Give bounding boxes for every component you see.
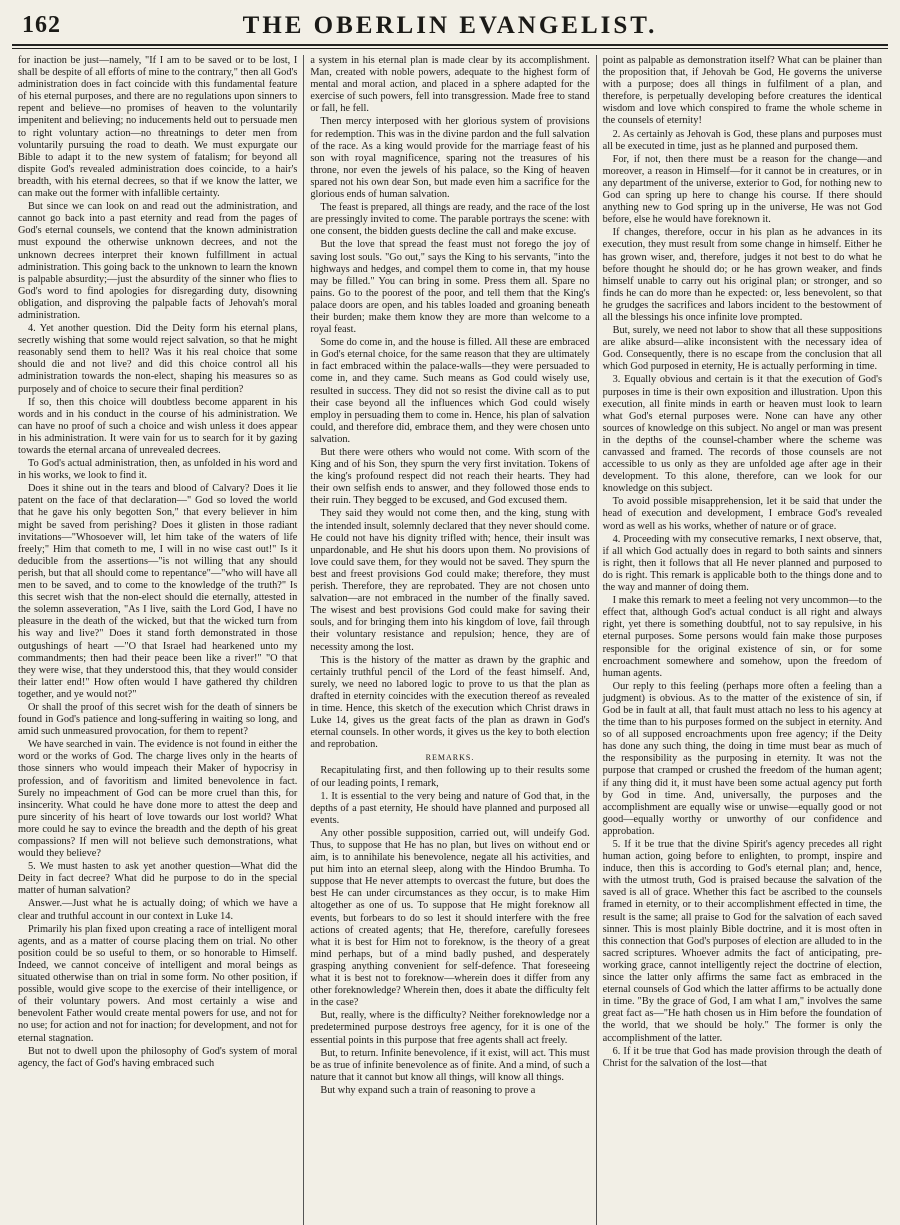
paragraph: for inaction be just—namely, "If I am to be saved or to be lost, I shall be despite of all efforts of mine to the contrary," then all God's administration does in fact coincide with this fundamental feature of his eternal purposes, and there are no regulations upon sinners to repent and believe—no promises of heaven to the voluntarily impenitent and believing; no inducements held out to persuade men to right voluntary action—no threatnings to deter men from voluntarily pursuing the road to death. We must expurgate our Bible to adapt it to the new system of fatalism; for beyond all dispite God's revealed administration does coincide, to a hair's breadth, with his eternal decrees, so that if we know the latter, we can make out the former with infallible certainty. [18,55,298,200]
paragraph: But, to return. Infinite benevolence, if it exist, will act. This must be as true of infinite benevolence as of finite. And a mind, of such a nature that it cannot but know all things, will know all things. [310,1047,590,1083]
paragraph: If so, then this choice will doubtless become apparent in his words and in his conduct in the course of his administration. We can have no proof of such a choice and wish unless it does appear in his administration. It were vain for us to search for it by gazing towards the eternal arcana of unrevealed decrees. [18,396,298,456]
paragraph: 4. Proceeding with my consecutive remarks, I next observe, that, if all which God actually does in regard to both saints and sinners is right, then it follows that all He never planned and purposed to do is right. This remark is applicable both to the things done and to the way and manner of doing them. [602,533,882,594]
paragraph: But not to dwell upon the philosophy of God's system of moral agency, the fact of God's having embraced such [18,1045,298,1069]
paragraph: 5. If it be true that the divine Spirit's agency precedes all right human action, going before to enlighten, to prompt, inspire and induce, then this is according to God's eternal plan; and, hence, with the utmost truth, God is praised because the salvation of the saved is all of grace. Whether this fact be ascribed to the counsels framed in eternity, or to their accomplishment effected in time, the result is the same; all praise to God for the salvation of each saved sinner. This is most plainly Bible doctrine, and it is most often in this connection that God's purposes of election are alluded to in the sacred scriptures. Whoever admits the fact of anticipating, pre-working grace, cannot intelligently reject the doctrine of election, since the latter only affirms the same fact as embraced in the eternal counsels of God which the latter affirms to be actually done in time. "By the grace of God, I am what I am," involves the same great fact as—"He hath chosen us in Him before the foundation of the world, that we should be holy." The former is only the accomplishment of the latter. [602,839,882,1044]
paragraph: Primarily his plan fixed upon creating a race of intelligent moral agents, and as a matter of course placing them on trial. No other position could be so useful to them, or so honorable to Himself. Indeed, we cannot conceive of intelligent and moral beings as situated otherwise than on trial in some form. No other position, if possible, would give scope to the exercise of their intelligence, or of their voluntary powers. And most certainly a wise and benevolent Father would create mental powers for use, and not for no use; for action and not for inaction; for development, and not for eternal stagnation. [18,923,298,1044]
paragraph: Then mercy interposed with her glorious system of provisions for redemption. This was in the divine pardon and the full salvation of the race. As a king would provide for the marriage feast of his son with royal magnificence, sparing not the treasures of his throne, nor even the jewels of his palace, so the King of heaven spared not his own dear Son, but made even him a sacrifice for the glorious ends of human salvation. [310,116,590,201]
paragraph: They said they would not come then, and the king, stung with the intended insult, solemnly declared that they never should come. He could not have his dignity trifled with; hence, their insult was unpardonable, and He shut his doors upon them. No provisions of love could save them, for they would not be saved. They spurn the best and freest provisions God could make; therefore, they must perish. Therefore, they are reprobated. They are not chosen unto salvation—are not embraced in the number of the finally saved. The wisest and best provisions God could make for saving their souls, and for bringing them into his kingdom of love, fail through their voluntary resistance and repulsion; hence, they are of necessity among the lost. [310,508,590,653]
paragraph: a system in his eternal plan is made clear by its accomplishment. Man, created with noble powers, adequate to the highest form of mental and moral action, and placed in a sphere adapted for the exercise of such powers, fell into transgression. Made free to stand or fall, he fell. [310,55,590,115]
paragraph: Or shall the proof of this secret wish for the death of sinners be found in God's patience and long-suffering in waiting so long, and amid such unmeasured provocation, for them to repent? [18,701,298,738]
paragraph: But since we can look on and read out the administration, and cannot go back into a past eternity and read from the pages of God's eternal counsels, we contend that the known administration must expound the otherwise unknown decrees, and not the unknown decrees interpret their known fulfillment in actual administration. This going back to the unknown to learn the known is palpable absurdity;—just the absurdity of the sinner who flies to God's word to find apologies for disregarding duty, disowning obligation, and disproving the palpable facts of Jehovah's moral administration. [18,201,298,321]
paragraph: For, if not, then there must be a reason for the change—and moreover, a reason in Himself—for it cannot be in creatures, or in any department of the universe, exterior to God, for nothing new to God can spring up here to change his course. If there should anything new to God spring up in the universe, He was not God before, else he would have foreknown it. [602,153,882,226]
paragraph: To avoid possible misapprehension, let it be said that under the head of execution and development, I embrace God's revealed word as well as his works, whether of nature or of grace. [602,496,882,532]
paragraph: We have searched in vain. The evidence is not found in either the word or the works of God. The charge lives only in the hearts of those sinners who would impeach their Maker of hypocrisy in profession, and of favoritism and limited benevolence in fact. Surely no impeachment of God can be more cruel than this, for insincerity. What could he have done more to attest the deep and pure sincerity of his heart of love towards our lost world? What more could he say to evince the breadth and the depth of his great compassions? If men will not believe such demonstrations, what would they believe? [18,739,298,860]
paragraph: Our reply to this feeling (perhaps more often a feeling than a judgment) is obvious. As to the matter of the existence of sin, if God be in fault at all, that fault must attach no less to his agency at the time than to his purposes formed on the subject in eternity. And so of all supposed encroachments upon free agency; if the Deity has done any such thing, the doing in time must bear as much of the responsibility as the purposing in eternity. It was not the purpose that cramped or crushed the freedom of the human agent; if any thing did it, it must have been some actual agency put forth by God in time. And, universally, the purposes and the accomplishment are equally wise or unwise—equally good or not good—equally worthy or unworthy of our confidence and approbation. [602,680,882,837]
paragraph: The feast is prepared, all things are ready, and the race of the lost are pressingly invited to come. The parable portrays the scene: with one consent, the bidden guests decline the call and make excuse. [310,202,590,238]
paragraph: But, really, where is the difficulty? Neither foreknowledge nor a predetermined purpose destroys free agency, for it is one of the essential points in this purpose that free agents shall act freely. [310,1010,590,1046]
paragraph: 5. We must hasten to ask yet another question—What did the Deity in fact decree? What did he purpose to do in the special matter of human salvation? [18,861,298,897]
paragraph: To God's actual administration, then, as unfolded in his word and in his works, we look to find it. [18,458,298,482]
paragraph: 2. As certainly as Jehovah is God, these plans and purposes must all be executed in time, just as he planned and purposed them. [602,128,882,152]
column-1 [12,55,303,1225]
paragraph: 4. Yet another question. Did the Deity form his eternal plans, secretly wishing that some would reject salvation, so that he might reasonably send them to hell? Was it his real choice that some should die and not live? and did this choice control all his administration towards the non-elect, shaping his measures so as purposely and of choice to secure their final perdition? [18,323,298,395]
paragraph: Recapitulating first, and then following up to their results some of our leading points, I remark, [310,765,590,789]
paragraph: Any other possible supposition, carried out, will undeify God. Thus, to suppose that He has no plan, but lives on without end or aim, is to annihilate his benevolence, negate all his activities, and put him into an eternal sleep, along with the Hindoo Brumha. To suppose that He never attempts to overcast the future, but does the best He can under circumstances as they occur, is to make Him altogether as one of us. To suppose that He might foreknow all events, but forbears to do so lest it should interfere with the free actions of created agents; that He, therefore, carefully foresees what it is best for Him not to foreknow, is the theory of a great mind perhaps, but of a mind badly pushed, and desperately grasping anything convenient for self-defence. That foreseeing what it is best not to foreknow—wherein does it differ from any other foreknowledge? Wherein then, does it abate the difficulty felt in the case? [310,827,590,1009]
paragraph: 1. It is essential to the very being and nature of God that, in the depths of a past eternity, He should have planned and purposed all events. [310,790,590,826]
page-number: 162 [22,12,61,38]
paragraph: point as palpable as demonstration itself? What can be plainer than the proposition that, if Jehovah be God, He governs the universe with a purpose; does all things in fulfilment of a plan, and therefore, is perpetually developing before creatures the identical wisdom and love which conspired to frame the whole scheme in the counsels of eternity! [602,55,882,127]
paragraph: 6. If it be true that God has made provision through the death of Christ for the salvation of the lost—that [602,1045,882,1069]
article-columns [12,55,888,1225]
masthead [12,10,888,46]
column-3 [596,55,888,1225]
publication-title: THE OBERLIN EVANGELIST. [242,12,658,39]
paragraph: Answer.—Just what he is actually doing; of which we have a clear and truthful account in our context in Luke 14. [18,898,298,922]
paragraph: I make this remark to meet a feeling not very uncommon—to the effect that, although God's actual conduct is all right and always right, yet there is something doubtful, not to say repulsive, in his eternal purposes. Some persons would fain make those purposes responsible for the original existence of sin, or for some encroachment somewhere and somehow, upon the freedom of human agents. [602,595,882,679]
paragraph: 3. Equally obvious and certain is it that the execution of God's purposes in time is their own exposition and illustration. Upon this execution, all finite minds in earth or heaven must look to learn what God's eternal purposes were. None can have any other sources of knowledge on this subject. No angel or man was present in the depths of the counsel-chamber where the scheme was canvassed and framed. The records of those counsels are not accessible to us only as they are unfolded age after age in their development. To this alone, therefore, can we look for our knowledge on this subject. [602,374,882,495]
column-2 [303,55,595,1225]
paragraph: But, surely, we need not labor to show that all these suppositions are alike absurd—alike inconsistent with the necessary idea of God. Consequently, there is no escape from the conclusion that all which God purposed in eternity, He is actually performing in time. [602,325,882,373]
section-heading-remarks: REMARKS. [425,753,475,763]
paragraph: But the love that spread the feast must not forego the joy of saving lost souls. "Go out," says the King to his servants, "into the highways and hedges, and compel them to come in, that my house may be filled." You can bring in some. Press them all. Spare no pains. Go to the poorest of the poor, and tell them that the King's palace doors are open, and his tables loaded and groaning beneath their burden; make them know they are more than welcome to a royal feast. [310,239,590,336]
paragraph: But there were others who would not come. With scorn of the King and of his Son, they spurn the very first invitation. Tokens of the king's profound respect did not reach their hearts. They had their own selfish ends to answer, and they followed those ends to their ruin. They begged to be excused, and God excused them. [310,447,590,507]
paragraph: But why expand such a train of reasoning to prove a [320,1084,536,1096]
header-rule [12,48,888,49]
paragraph: Some do come in, and the house is filled. All these are embraced in God's eternal choice, for the same reason that they are ultimately in fact embraced within the palace-walls—they were persuaded to come in, and they came. Such means as God could wisely use, resulted in success. They did not so resist the divine call as to put their case beyond all the influences which God could wisely employ in persuading them to come in. Hence, his plan of salvation could, and therefore did, embrace them, and they were chosen unto salvation. [310,337,590,445]
paragraph: Does it shine out in the tears and blood of Calvary? Does it lie patent on the face of that declaration—" God so loved the world that he gave his only begotten Son," that every believer in him might be saved from perishing? Does it glisten in those radiant invitations—"Whosoever will, let him take of the waters of life freely;" Him that cometh to me, I will in no wise cast out!" Is it deducible from the assertions—"is not willing that any should perish, but that all should come to repentance"—"who will have all men to be saved, and to come to the knowledge of the truth?" Is this secret wish that the non-elect should die eternally, attested in the solemn asseveration, "As I live, saith the Lord God, I have no pleasure in the death of the wicked, but that the wicked turn from his way and live?" Does it stand forth demonstrated in those outgushings of heart —"O that Israel had hearkened unto my commandments; then had their peace been like a river!" "O that they were wise, that they understood this, that they would consider their latter end!" How often would I have gathered thy children together, and ye would not?" [18,483,298,700]
paragraph: If changes, therefore, occur in his plan as he advances in its execution, they must result from some change in himself. Either he has grown wiser, and, therefore, judges it not best to do what he before thought he should do; or he has grown weaker, and finds himself unable to carry out his original plan; or stronger, and so finds he can do more than he expected: or, less benevolent, so that he grudges the sacrifices and labors incident to the bestowment of all the blessings his once infinite love prompted. [602,227,882,323]
paragraph: This is the history of the matter as drawn by the graphic and certainly truthful pencil of the Lord of the feast himself. And, surely, we need no labored logic to prove to us that the plan as drafted in eternity coincides with the execution thereof as revealed in time. Hence, this sketch of the execution which Christ draws in Luke 14, gives us the great facts of the plan as drawn in God's eternal counsels. In other words, it gives us the key to both election and reprobation. [310,654,590,751]
